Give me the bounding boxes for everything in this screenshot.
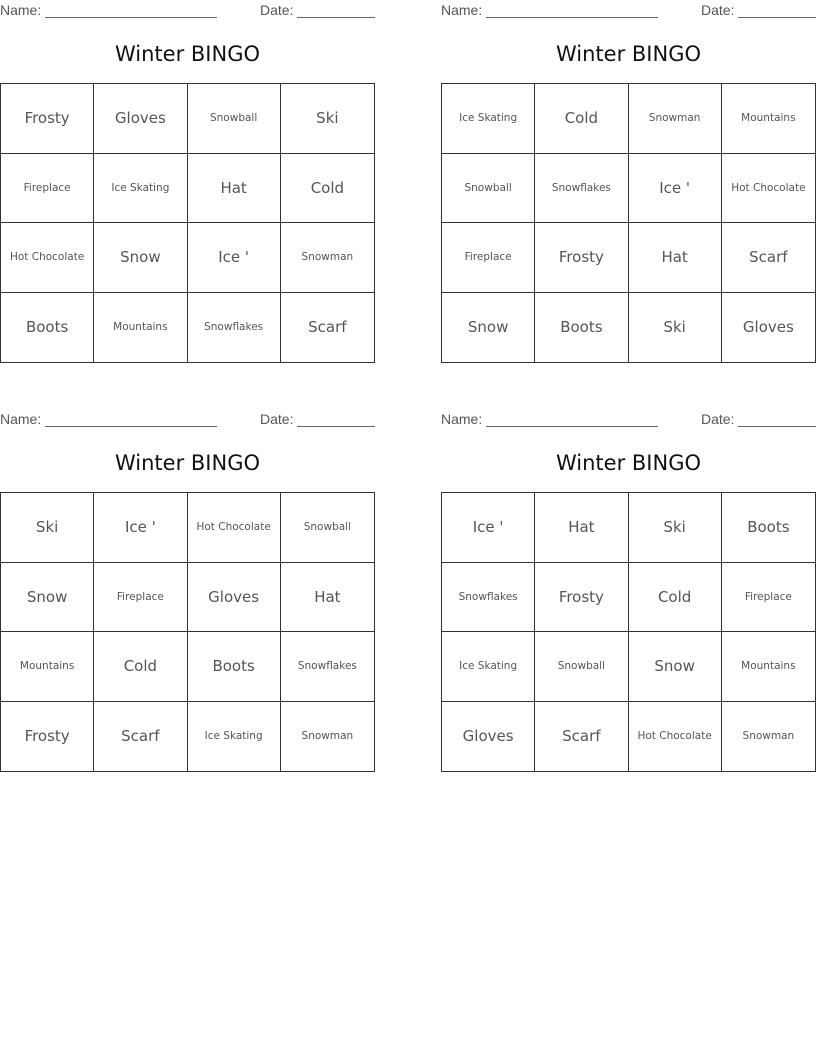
bingo-cell[interactable]: Cold: [94, 632, 187, 702]
bingo-cell[interactable]: Hot Chocolate: [629, 702, 722, 772]
bingo-cell[interactable]: Ski: [281, 84, 374, 154]
date-blank-line[interactable]: [297, 426, 375, 427]
bingo-cell[interactable]: Frosty: [535, 563, 628, 633]
bingo-cell[interactable]: Cold: [281, 154, 374, 224]
bingo-cell[interactable]: Gloves: [742, 318, 794, 337]
date-label: Date:: [260, 2, 294, 18]
bingo-cell[interactable]: Snowflakes: [442, 563, 535, 633]
bingo-cell[interactable]: Ice Skating: [94, 154, 187, 224]
date-blank-line[interactable]: [297, 17, 375, 18]
name-blank-line[interactable]: [45, 17, 217, 18]
bingo-cell[interactable]: Snow: [94, 223, 187, 293]
bingo-cell[interactable]: Hat: [629, 223, 722, 293]
bingo-card: [441, 0, 816, 380]
name-date-row: [441, 2, 816, 20]
card-title: Winter BINGO: [555, 42, 702, 66]
name-blank-line[interactable]: [486, 426, 658, 427]
bingo-cell[interactable]: Hot Chocolate: [188, 493, 281, 563]
bingo-cell[interactable]: Fireplace: [94, 563, 187, 633]
bingo-cell[interactable]: Snowman: [742, 730, 795, 743]
bingo-cell[interactable]: Frosty: [535, 223, 628, 293]
bingo-cell[interactable]: Cold: [535, 84, 628, 154]
bingo-cell[interactable]: Ice ': [442, 493, 535, 563]
bingo-card: [0, 0, 375, 380]
bingo-cell[interactable]: Ice ': [188, 223, 281, 293]
bingo-cell[interactable]: Snowman: [301, 730, 354, 743]
date-label: Date:: [701, 411, 735, 427]
bingo-cell[interactable]: Ice ': [94, 493, 187, 563]
bingo-cell[interactable]: Snowflakes: [281, 632, 374, 702]
bingo-cell[interactable]: Ski: [629, 493, 722, 563]
bingo-cell[interactable]: Hat: [281, 563, 374, 633]
bingo-cell[interactable]: Hat: [188, 154, 281, 224]
bingo-grid: [0, 492, 375, 772]
bingo-cell[interactable]: Fireplace: [722, 563, 815, 633]
bingo-cell[interactable]: Gloves: [188, 563, 281, 633]
bingo-cell[interactable]: Mountains: [94, 293, 187, 363]
bingo-card: [441, 409, 816, 789]
bingo-cell[interactable]: Ice Skating: [442, 632, 535, 702]
name-date-row: [441, 411, 816, 429]
bingo-cell[interactable]: Scarf: [94, 702, 187, 772]
bingo-grid: [0, 83, 375, 363]
name-label: Name:: [0, 411, 42, 427]
card-title: Winter BINGO: [114, 451, 261, 475]
name-date-row: [0, 411, 375, 429]
bingo-cell[interactable]: Scarf: [722, 223, 815, 293]
bingo-cell[interactable]: Snowflakes: [188, 293, 281, 363]
bingo-cell[interactable]: Snowball: [281, 493, 374, 563]
bingo-cell[interactable]: Ski: [1, 493, 94, 563]
bingo-cell[interactable]: Fireplace: [1, 154, 94, 224]
bingo-cell[interactable]: Hat: [535, 493, 628, 563]
bingo-cell[interactable]: Snowflakes: [535, 154, 628, 224]
bingo-cell[interactable]: Mountains: [1, 632, 94, 702]
bingo-cell[interactable]: Ice Skating: [442, 84, 535, 154]
bingo-cell[interactable]: Cold: [629, 563, 722, 633]
bingo-grid: [441, 492, 816, 772]
bingo-cell[interactable]: Snow: [442, 293, 535, 363]
bingo-cell[interactable]: Snowball: [188, 84, 281, 154]
bingo-grid: [441, 83, 816, 363]
bingo-cell[interactable]: Ski: [629, 293, 722, 363]
bingo-card: [0, 409, 375, 789]
bingo-cell[interactable]: Hot Chocolate: [1, 223, 94, 293]
bingo-cell[interactable]: Boots: [1, 293, 94, 363]
bingo-cell[interactable]: Snowman: [281, 223, 374, 293]
card-title: Winter BINGO: [555, 451, 702, 475]
name-blank-line[interactable]: [45, 426, 217, 427]
name-label: Name:: [441, 411, 483, 427]
date-blank-line[interactable]: [738, 426, 816, 427]
bingo-cell[interactable]: Boots: [722, 493, 815, 563]
bingo-cell[interactable]: Scarf: [535, 702, 628, 772]
date-blank-line[interactable]: [738, 17, 816, 18]
bingo-cell[interactable]: Gloves: [94, 84, 187, 154]
bingo-cell[interactable]: Scarf: [308, 318, 347, 337]
bingo-cell[interactable]: Hot Chocolate: [722, 154, 815, 224]
bingo-cell[interactable]: Fireplace: [442, 223, 535, 293]
bingo-cell[interactable]: Boots: [535, 293, 628, 363]
name-label: Name:: [0, 2, 42, 18]
bingo-cell[interactable]: Snowman: [629, 84, 722, 154]
name-date-row: [0, 2, 375, 20]
bingo-cell[interactable]: Mountains: [722, 84, 815, 154]
bingo-cell[interactable]: Frosty: [1, 84, 94, 154]
bingo-cell[interactable]: Snow: [1, 563, 94, 633]
bingo-cell[interactable]: Snowball: [535, 632, 628, 702]
date-label: Date:: [701, 2, 735, 18]
name-label: Name:: [441, 2, 483, 18]
bingo-cell[interactable]: Gloves: [442, 702, 535, 772]
date-label: Date:: [260, 411, 294, 427]
name-blank-line[interactable]: [486, 17, 658, 18]
bingo-cell[interactable]: Snow: [629, 632, 722, 702]
bingo-cell[interactable]: Ice ': [629, 154, 722, 224]
bingo-cell[interactable]: Snowball: [442, 154, 535, 224]
bingo-cell[interactable]: Boots: [188, 632, 281, 702]
card-title: Winter BINGO: [114, 42, 261, 66]
bingo-cell[interactable]: Ice Skating: [188, 702, 281, 772]
bingo-cell[interactable]: Frosty: [1, 702, 94, 772]
bingo-cell[interactable]: Mountains: [722, 632, 815, 702]
